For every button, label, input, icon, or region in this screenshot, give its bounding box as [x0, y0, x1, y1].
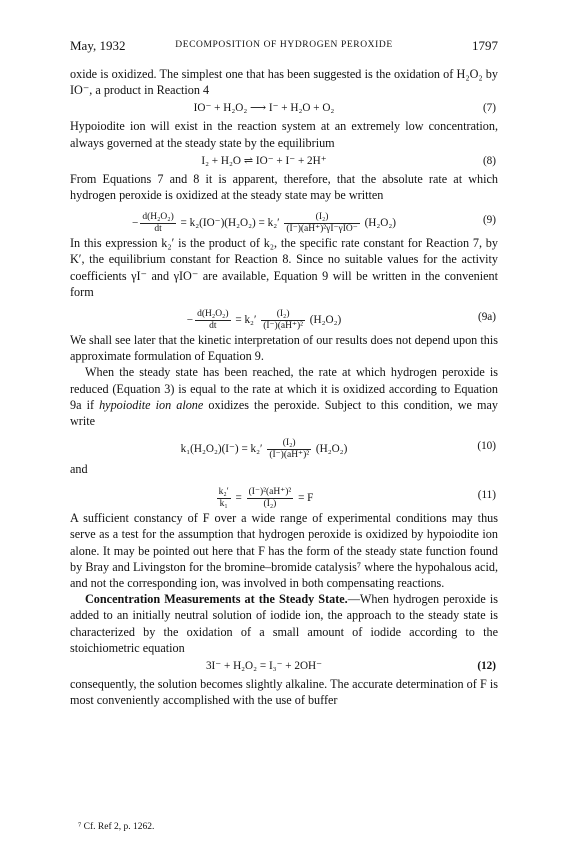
equation-9a: − $\frac{\text{d(H₂O₂)}}{dt}$ = k₂′ $\frac{\text{(I₂)}}{\text{(I⁻)(aH⁺)²}}$ (H₂O₂) (9a): [186, 309, 496, 332]
emphasis-hypoiodite: hypoiodite ion alone: [99, 397, 204, 412]
equation-8: [70, 152, 498, 170]
header-date: May, 1932: [70, 38, 126, 53]
equation-9-rhs-fraction: $\frac{\text{(I₂)}}{\text{(I⁻)(aH⁺)²γI⁻γIO⁻}}$: [286, 212, 358, 235]
equation-9-number: (9): [482, 214, 496, 227]
equation-9-middle: = k₂(IO⁻)(H₂O₂) = k₂′: [177, 217, 283, 230]
paragraph-1: oxide is oxidized. The simplest one that has been suggested is the oxidation of H₂O₂ by IO⁻, a product in Reaction 4: [70, 67, 498, 98]
paragraph-5: We shall see later that the kinetic interpretation of our results does not depend upon this approximate formulation of Equation 9.: [70, 333, 498, 364]
equation-12: [70, 657, 498, 675]
equation-9-tail: (H₂O₂): [361, 217, 396, 230]
paragraph-3: From Equations 7 and 8 it is apparent, therefore, that the absolute rate at which hydrogen peroxide is oxidized at the steady state may be written: [70, 171, 498, 203]
running-header: [70, 38, 498, 54]
equation-9a-number: (9a): [477, 311, 496, 324]
equation-12-expression: 3I⁻ + H₂O₂ = I₃⁻ + 2OH⁻: [205, 660, 323, 673]
equation-7-expression: IO⁻ + H₂O₂ ⟶ I⁻ + H₂O + O₂: [193, 102, 335, 115]
page-body: [70, 66, 498, 708]
equation-11-number: (11): [477, 489, 496, 502]
paragraph-7: A sufficient constancy of F over a wide range of experimental conditions may thus serve as a test for the assumption that hydrogen peroxide is oxidized by hypoiodite ion alone. It may be pointed out here that F has the form of the steady state function found by Bray and Livingston for the bromine–bromide catalysis⁷ where the hypohalous acid, and not the corresponding ion, was involved in both compensating reactions.: [70, 511, 498, 591]
footnote: ⁷ Cf. Ref 2, p. 1262.: [78, 822, 155, 832]
and-connector: and: [70, 462, 88, 477]
paragraph-9: consequently, the solution becomes slightly alkaline. The accurate determination of F is most conveniently accomplished with the use of buffer: [70, 677, 498, 708]
equation-10-number: (10): [477, 440, 496, 453]
equation-11-tail: = F: [295, 492, 314, 505]
section-heading: Concentration Measurements at the Steady State.: [85, 592, 348, 607]
equation-9a-middle: = k₂′: [232, 314, 260, 327]
equation-7: [70, 99, 498, 117]
equation-11: $\frac{\text{k₂′}}{\text{k₁}}$ = $\frac{\text{(I⁻)²(aH⁺)²}}{\text{(I₂)}}$ = F (11): [218, 487, 496, 510]
equation-7-number: (7): [482, 102, 496, 115]
equation-10: [70, 430, 498, 460]
equation-10-fraction: $\frac{\text{(I₂)}}{\text{(I⁻)(aH⁺)²}}$: [269, 438, 310, 461]
paragraph-4: In this expression k₂′ is the product of k₂, the specific rate constant for Reaction 7, by K′, the equilibrium constant for Reaction 8. Since no suitable values for the activity coefficients γI⁻ and γIO⁻ are available, Equation 9 will be written in the convenient form: [70, 236, 498, 299]
header-title: DECOMPOSITION OF HYDROGEN PEROXIDE: [175, 40, 393, 50]
equation-9: − $\frac{\text{d(H₂O₂)}}{dt}$ = k₂(IO⁻)(H₂O₂) = k₂′ $\frac{\text{(I₂)}}{\text{(I⁻)(aH⁺)²γI⁻γIO⁻}}$ (H₂O₂) (9): [132, 212, 496, 235]
equation-9a-lhs-fraction: $\frac{\text{d(H₂O₂)}}{dt}$: [197, 309, 229, 332]
equation-9-lhs-fraction: $\frac{\text{d(H₂O₂)}}{dt}$: [142, 212, 174, 235]
equation-11-fraction-2: $\frac{\text{(I⁻)²(aH⁺)²}}{\text{(I₂)}}$: [248, 487, 292, 510]
equation-9a-rhs-fraction: $\frac{\text{(I₂)}}{\text{(I⁻)(aH⁺)²}}$: [263, 309, 303, 332]
paragraph-2: Hypoiodite ion will exist in the reaction system at an extremely low concentration, always governed at the steady state by the equilibrium: [70, 119, 498, 150]
paragraph-8: Concentration Measurements at the Steady State.—When hydrogen peroxide is added to an initially neutral solution of iodide ion, the approach to the steady state is characterized by the oxidation of a small amount of iodide according to the stoichiometric equation: [70, 592, 498, 655]
equation-11-fraction-1: $\frac{\text{k₂′}}{\text{k₁}}$: [218, 487, 229, 510]
equation-8-number: (8): [482, 154, 496, 167]
equation-12-number: (12): [477, 660, 496, 673]
equation-8-expression: I₂ + H₂O ⇌ IO⁻ + I⁻ + 2H⁺: [201, 154, 327, 167]
equation-10-lhs: k₁(H₂O₂)(I⁻) = k₂′: [180, 443, 266, 456]
equation-9a-tail: (H₂O₂): [306, 314, 342, 327]
equation-10-tail: (H₂O₂): [313, 443, 348, 456]
paragraph-6: When the steady state has been reached, the rate at which hydrogen peroxide is reduced (Equation 3) is equal to the rate at which it is oxidized according to Equation 9a if hypoiodite ion alone oxidizes the peroxide. Subject to this condition, we may write: [70, 365, 498, 429]
header-page-number: 1797: [472, 38, 498, 53]
